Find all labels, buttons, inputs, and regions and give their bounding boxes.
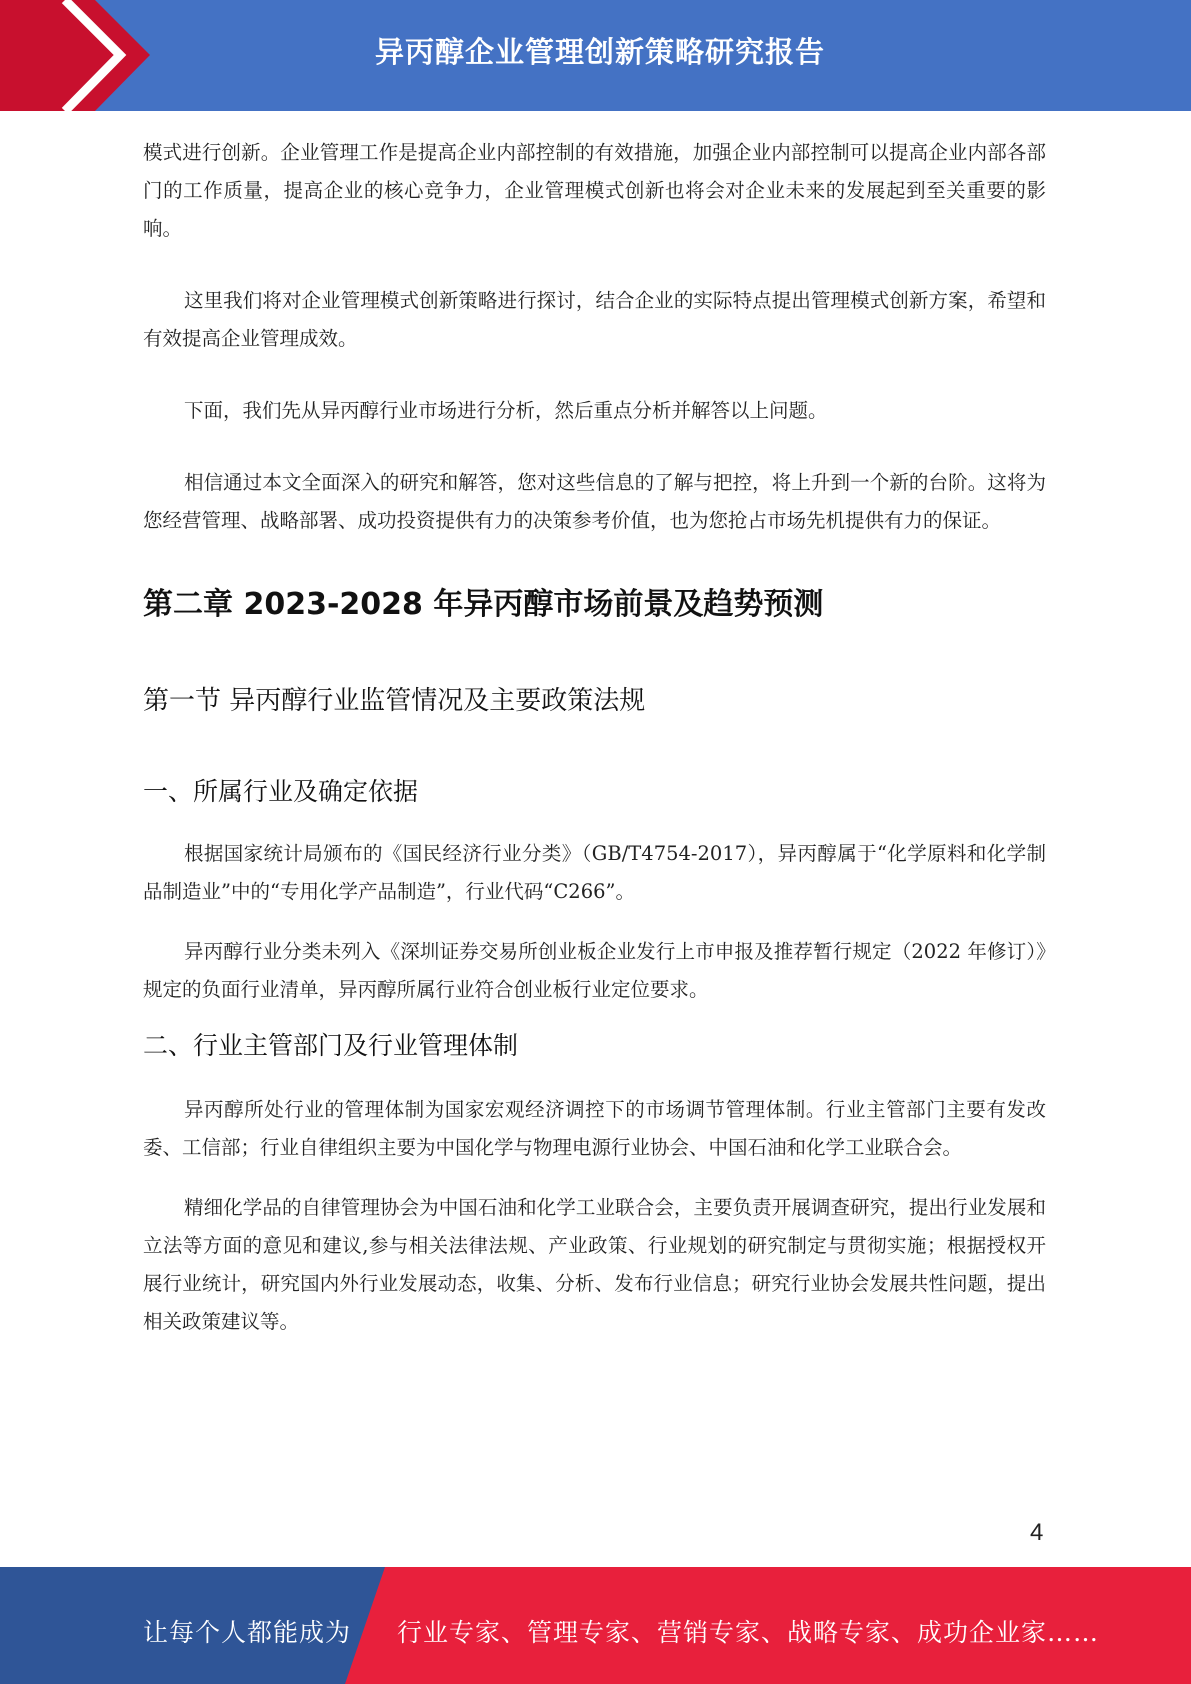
sub1-paragraph-2: 异丙醇行业分类未列入《深圳证券交易所创业板企业发行上市申报及推荐暂行规定（2022 年修订）》规定的负面行业清单，异丙醇所属行业符合创业板行业定位要求。 — [143, 940, 1046, 1001]
subsection-title-2: 二、行业主管部门及行业管理体制 — [143, 1031, 519, 1060]
subsection-title-1: 一、所属行业及确定依据 — [143, 777, 419, 806]
sub1-paragraph-1: 根据国家统计局颁布的《国民经济行业分类》（GB/T4754-2017），异丙醇属于“化学原料和化学制品制造业”中的“专用化学产品制造”，行业代码“C266”。 — [143, 842, 1046, 903]
page-number: 4 — [1030, 1519, 1044, 1546]
chapter-title: 第二章 2023-2028 年异丙醇市场前景及趋势预测 — [143, 587, 824, 622]
sub2-paragraph-1: 异丙醇所处行业的管理体制为国家宏观经济调控下的市场调节管理体制。行业主管部门主要有发改委、工信部；行业自律组织主要为中国化学与物理电源行业协会、中国石油和化学工业联合会。 — [143, 1098, 1046, 1159]
page-header — [0, 0, 1191, 111]
intro-paragraph-4: 相信通过本文全面深入的研究和解答，您对这些信息的了解与把控，将上升到一个新的台阶。这将为您经营管理、战略部署、成功投资提供有力的决策参考价值，也为您抢占市场先机提供有力的保证。 — [143, 471, 1046, 532]
page-content — [143, 134, 1046, 1341]
sub2-paragraph-2: 精细化学品的自律管理协会为中国石油和化学工业联合会，主要负责开展调查研究，提出行业发展和立法等方面的意见和建议,参与相关法律法规、产业政策、行业规划的研究制定与贯彻实施；根据授权开展行业统计，研究国内外行业发展动态，收集、分析、发布行业信息；研究行业协会发展共性问题，提出相关政策建议等。 — [143, 1196, 1046, 1333]
intro-paragraph-1: 模式进行创新。企业管理工作是提高企业内部控制的有效措施，加强企业内部控制可以提高企业内部各部门的工作质量，提高企业的核心竞争力，企业管理模式创新也将会对企业未来的发展起到至关重要的影响。 — [143, 141, 1046, 240]
section-title: 第一节 异丙醇行业监管情况及主要政策法规 — [143, 686, 646, 716]
intro-paragraph-2: 这里我们将对企业管理模式创新策略进行探讨，结合企业的实际特点提出管理模式创新方案，希望和有效提高企业管理成效。 — [143, 289, 1046, 350]
intro-paragraph-3: 下面，我们先从异丙醇行业市场进行分析，然后重点分析并解答以上问题。 — [184, 399, 828, 422]
footer-slogan-right: 行业专家、管理专家、营销专家、战略专家、成功企业家…… — [397, 1618, 1100, 1647]
page-footer — [0, 1567, 1191, 1684]
footer-slogan-left: 让每个人都能成为 — [143, 1618, 352, 1647]
report-title: 异丙醇企业管理创新策略研究报告 — [375, 35, 826, 69]
